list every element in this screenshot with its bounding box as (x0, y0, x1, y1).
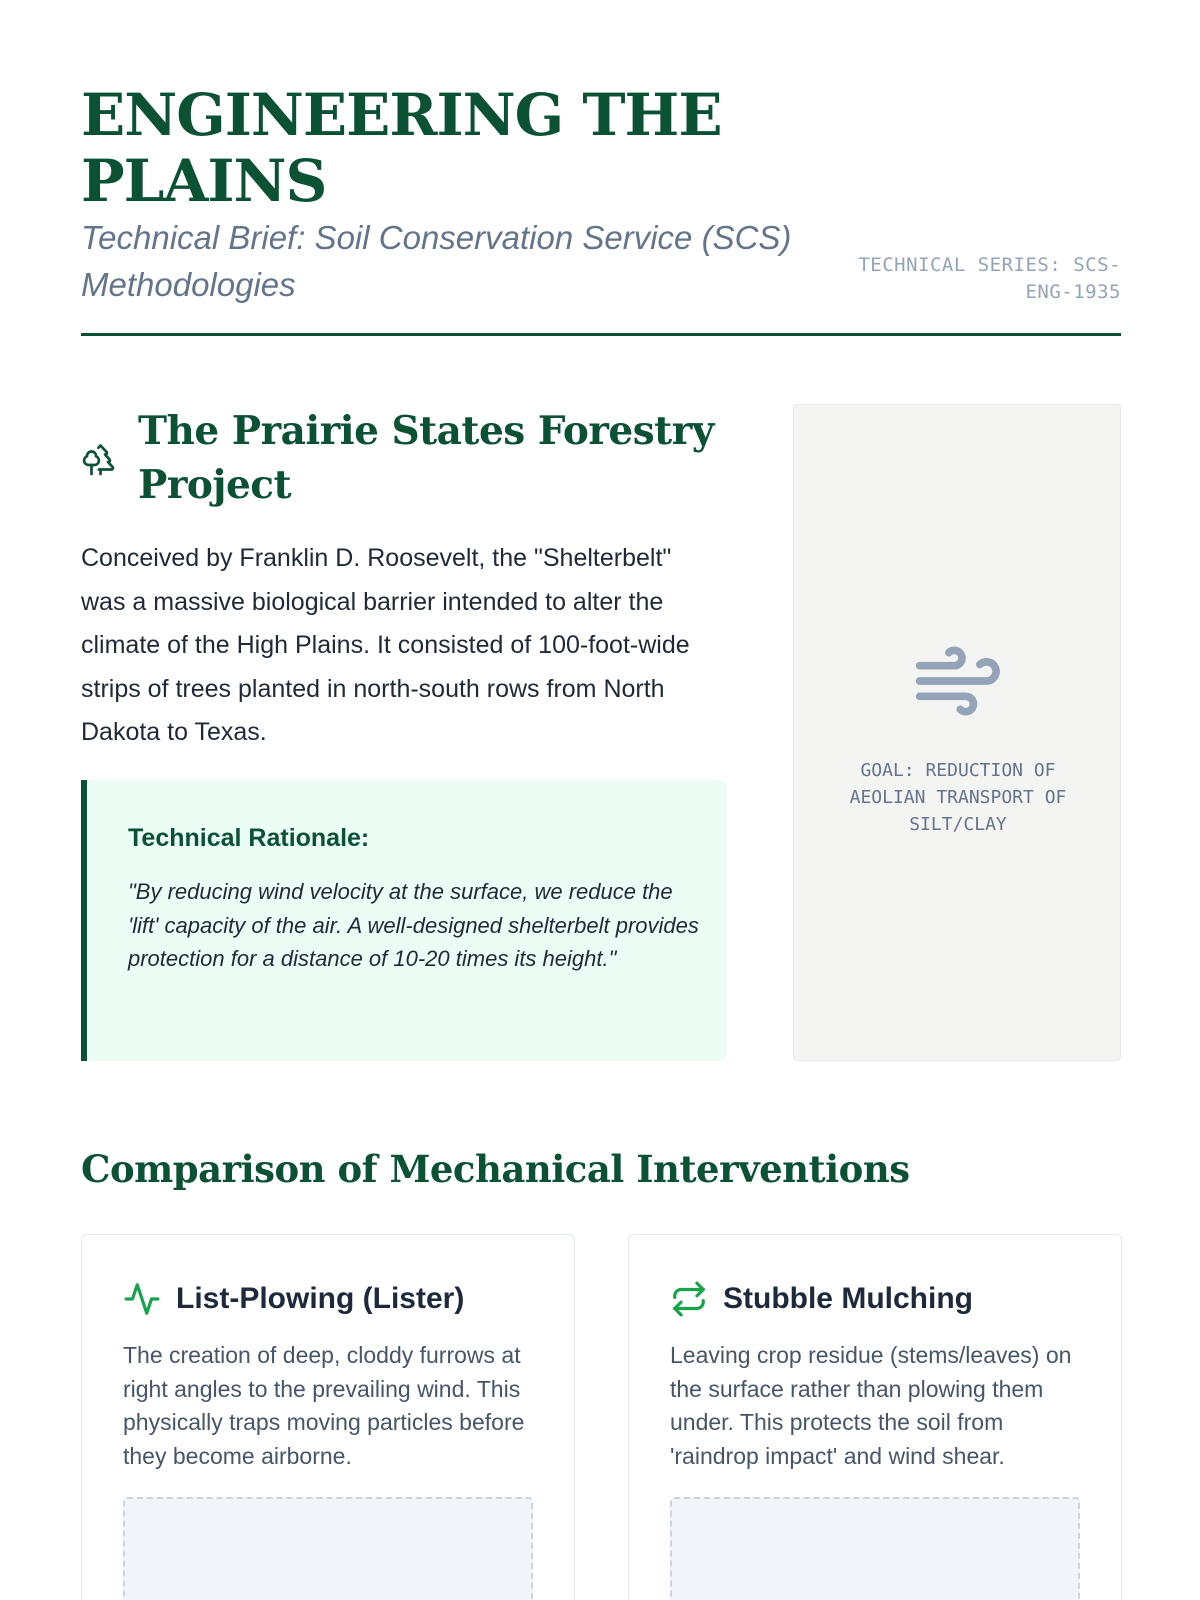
forestry-description: Conceived by Franklin D. Roosevelt, the "Shelterbelt" was a massive biological barrier intended to alter the climate of the High Plains. It consisted of 100-foot-wide strips of trees planted in north-south rows from North Dakota to Texas. (81, 544, 690, 746)
rationale-heading: Technical Rationale: (128, 824, 370, 852)
goal-caption: GOAL: REDUCTION OF AEOLIAN TRANSPORT OF SILT/CLAY (849, 760, 1067, 835)
section-title-forestry: The Prairie States Forestry Project (138, 408, 714, 508)
section-title-interventions: Comparison of Mechanical Interventions (81, 1147, 910, 1191)
header-divider (81, 333, 1121, 336)
card-list-plowing (81, 1234, 575, 1600)
card-title: Stubble Mulching (723, 1282, 973, 1315)
wind-icon (912, 635, 1004, 727)
card-description: Leaving crop residue (stems/leaves) on the surface rather than plowing them under. This protects the soil from 'raindrop impact' and wind shear. (670, 1342, 1072, 1469)
page-subtitle: Technical Brief: Soil Conservation Service (SCS) Methodologies (81, 219, 792, 303)
image-placeholder (670, 1497, 1080, 1600)
trees-icon (81, 440, 117, 478)
technical-rationale-callout (81, 780, 726, 1061)
page-title: ENGINEERING THE PLAINS (81, 81, 722, 215)
goal-panel (793, 404, 1121, 1061)
card-stubble-mulching (628, 1234, 1122, 1600)
rationale-quote: "By reducing wind velocity at the surface, we reduce the 'lift' capacity of the air. A well-designed shelterbelt provides protection for a distance of 10-20 times its height." (128, 879, 699, 971)
technical-brief-page (81, 0, 1121, 1600)
activity-icon (123, 1280, 161, 1318)
repeat-icon (670, 1280, 708, 1318)
card-title: List-Plowing (Lister) (176, 1282, 465, 1315)
card-description: The creation of deep, cloddy furrows at right angles to the prevailing wind. This physically traps moving particles before they become airborne. (123, 1342, 525, 1469)
series-code: TECHNICAL SERIES: SCS-ENG-1935 (858, 254, 1121, 303)
image-placeholder (123, 1497, 533, 1600)
